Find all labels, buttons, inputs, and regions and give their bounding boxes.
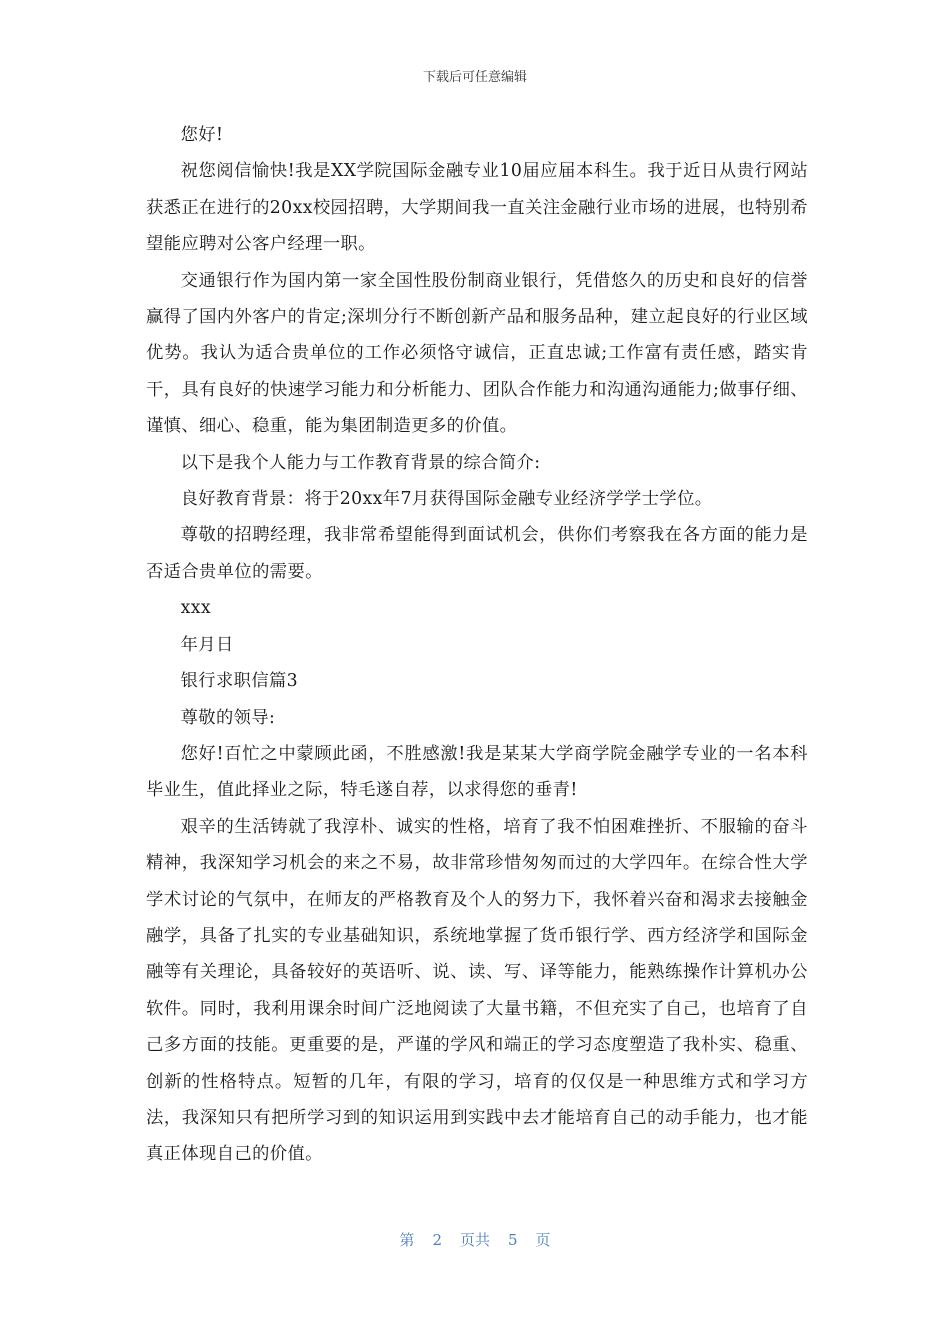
paragraph: 祝您阅信愉快!我是XX学院国际金融专业10届应届本科生。我于近日从贵行网站获悉正在进行的20xx校园招聘，大学期间我一直关注金融行业市场的进展，也特别希望能应聘对公客户经理一职。 bbox=[146, 161, 808, 255]
section-title: 银行求职信篇3 bbox=[180, 671, 299, 692]
salutation: 尊敬的领导: bbox=[180, 707, 276, 728]
total-pages: 5 bbox=[508, 1231, 518, 1249]
paragraph: 您好!百忙之中蒙顾此函，不胜感激!我是某某大学商学院金融学专业的一名本科毕业生，值此择业之际，特毛遂自荐，以求得您的垂青! bbox=[146, 743, 808, 801]
paragraph: 交通银行作为国内第一家全国性股份制商业银行，凭借悠久的历史和良好的信誉赢得了国内外客户的肯定;深圳分行不断创新产品和服务品种，建立起良好的行业区域优势。我认为适合贵单位的工作必须恪守诚信，正直忠诚;工作富有责任感，踏实肯干，具有良好的快速学习能力和分析能力、团队合作能力和沟通沟通能力;做事仔细、谨慎、细心、稳重，能为集团制造更多的价值。 bbox=[146, 270, 808, 437]
header-note: 下载后可任意编辑 bbox=[422, 70, 527, 85]
paragraph: 良好教育背景：将于20xx年7月获得国际金融专业经济学学士学位。 bbox=[180, 489, 713, 510]
paragraph: 以下是我个人能力与工作教育背景的综合简介: bbox=[180, 452, 541, 473]
page-number bbox=[0, 1229, 950, 1250]
page-suffix: 页 bbox=[535, 1231, 551, 1249]
paragraph: 尊敬的招聘经理，我非常希望能得到面试机会，供你们考察我在各方面的能力是否适合贵单位的需要。 bbox=[146, 525, 808, 582]
current-page: 2 bbox=[432, 1231, 442, 1249]
letter-body bbox=[146, 117, 808, 1173]
paragraph: 艰辛的生活铸就了我淳朴、诚实的性格，培育了我不怕困难挫折、不服输的奋斗精神，我深知学习机会的来之不易，故非常珍惜匆匆而过的大学四年。在综合性大学学术讨论的气氛中，在师友的严格教育及个人的努力下，我怀着兴奋和渴求去接触金融学，具备了扎实的专业基础知识，系统地掌握了货币银行学、西方经济学和国际金融等有关理论，具备较好的英语听、说、读、写、译等能力，能熟练操作计算机办公软件。同时，我利用课余时间广泛地阅读了大量书籍，不但充实了自己，也培育了自己多方面的技能。更重要的是，严谨的学风和端正的学习态度塑造了我朴实、稳重、创新的性格特点。短暂的几年，有限的学习，培育的仅仅是一种思维方式和学习方法，我深知只有把所学习到的知识运用到实践中去才能培育自己的动手能力，也才能真正体现自己的价值。 bbox=[146, 816, 808, 1165]
page-prefix: 第 bbox=[399, 1231, 415, 1249]
page-middle: 页共 bbox=[459, 1231, 490, 1249]
signature-date: 年月日 bbox=[180, 634, 234, 655]
paragraph: 您好! bbox=[180, 125, 224, 145]
signature-name: xxx bbox=[180, 598, 212, 619]
